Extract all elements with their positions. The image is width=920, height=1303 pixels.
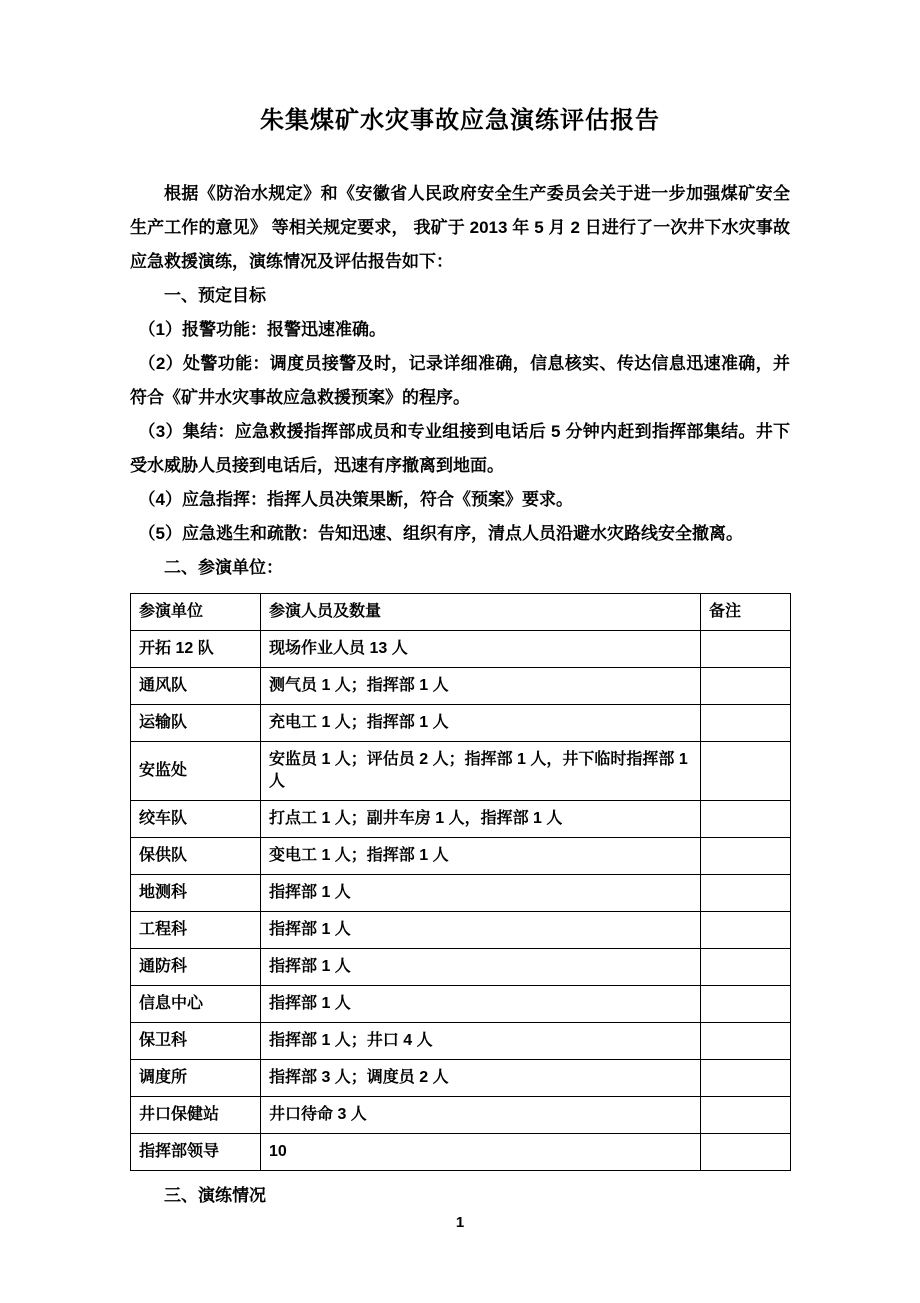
table-cell-personnel: 指挥部 3 人；调度员 2 人	[261, 1060, 701, 1097]
page-number: 1	[455, 1214, 465, 1231]
table-row	[131, 1060, 791, 1097]
table-cell-unit: 通防科	[131, 949, 261, 986]
table-row	[131, 838, 791, 875]
table-body	[131, 631, 791, 1171]
table-row	[131, 949, 791, 986]
document-title: 朱集煤矿水灾事故应急演练评估报告	[260, 107, 660, 134]
goal-item-4: （4）应急指挥：指挥人员决策果断，符合《预案》要求。	[138, 490, 573, 509]
table-cell-note	[701, 1134, 791, 1171]
table-row	[131, 875, 791, 912]
paragraph-intro: 根据《防治水规定》和《安徽省人民政府安全生产委员会关于进一步加强煤矿安全生产工作的意见》 等相关规定要求， 我矿于 2013 年 5 月 2 日进行了一次井下水灾事故应急救援演练，演练情况及评估报告如下：	[130, 184, 790, 271]
table-header-row	[131, 594, 791, 631]
table-cell-personnel: 打点工 1 人；副井车房 1 人，指挥部 1 人	[261, 801, 701, 838]
table-row	[131, 668, 791, 705]
table-cell-personnel: 指挥部 1 人	[261, 949, 701, 986]
table-header-unit: 参演单位	[131, 594, 261, 631]
table-cell-note	[701, 705, 791, 742]
table-row	[131, 742, 791, 801]
table-cell-unit: 保卫科	[131, 1023, 261, 1060]
table-header-note: 备注	[701, 594, 791, 631]
table-cell-unit: 保供队	[131, 838, 261, 875]
table-cell-unit: 指挥部领导	[131, 1134, 261, 1171]
table-cell-personnel: 现场作业人员 13 人	[261, 631, 701, 668]
table-cell-note	[701, 1060, 791, 1097]
table-cell-note	[701, 742, 791, 801]
table-cell-note	[701, 668, 791, 705]
table-cell-personnel: 变电工 1 人；指挥部 1 人	[261, 838, 701, 875]
table-cell-unit: 通风队	[131, 668, 261, 705]
table-cell-unit: 开拓 12 队	[131, 631, 261, 668]
table-cell-unit: 地测科	[131, 875, 261, 912]
table-cell-note	[701, 1023, 791, 1060]
table-cell-note	[701, 838, 791, 875]
table-cell-note	[701, 631, 791, 668]
table-cell-personnel: 充电工 1 人；指挥部 1 人	[261, 705, 701, 742]
table-row	[131, 631, 791, 668]
table-cell-note	[701, 912, 791, 949]
table-cell-note	[701, 801, 791, 838]
goal-item-5: （5）应急逃生和疏散：告知迅速、组织有序，清点人员沿避水灾路线安全撤离。	[138, 524, 743, 543]
table-row	[131, 912, 791, 949]
table-header-personnel: 参演人员及数量	[261, 594, 701, 631]
table-cell-personnel: 井口待命 3 人	[261, 1097, 701, 1134]
table-row	[131, 986, 791, 1023]
table-row	[131, 801, 791, 838]
table-cell-unit: 运输队	[131, 705, 261, 742]
table-row	[131, 1023, 791, 1060]
table-cell-unit: 安监处	[131, 742, 261, 801]
table-cell-personnel: 测气员 1 人；指挥部 1 人	[261, 668, 701, 705]
table-cell-personnel: 指挥部 1 人	[261, 875, 701, 912]
table-cell-unit: 信息中心	[131, 986, 261, 1023]
table-cell-note	[701, 1097, 791, 1134]
table-cell-unit: 调度所	[131, 1060, 261, 1097]
table-cell-note	[701, 986, 791, 1023]
table-cell-personnel: 10	[261, 1134, 701, 1171]
table-row	[131, 705, 791, 742]
table-cell-personnel: 指挥部 1 人；井口 4 人	[261, 1023, 701, 1060]
document-body	[130, 177, 790, 1213]
goal-item-1: （1）报警功能：报警迅速准确。	[138, 320, 386, 339]
table-cell-personnel: 指挥部 1 人	[261, 912, 701, 949]
table-cell-note	[701, 875, 791, 912]
section-1-heading: 一、预定目标	[164, 286, 266, 305]
section-2-heading: 二、参演单位：	[164, 558, 283, 577]
goal-item-3: （3）集结：应急救援指挥部成员和专业组接到电话后 5 分钟内赶到指挥部集结。井下受水威胁人员接到电话后，迅速有序撤离到地面。	[130, 422, 790, 475]
table-row	[131, 1134, 791, 1171]
table-cell-personnel: 安监员 1 人；评估员 2 人；指挥部 1 人，井下临时指挥部 1 人	[261, 742, 701, 801]
table-row	[131, 1097, 791, 1134]
section-3-heading: 三、演练情况	[164, 1186, 266, 1205]
table-cell-unit: 绞车队	[131, 801, 261, 838]
table-cell-unit: 工程科	[131, 912, 261, 949]
participants-table	[130, 593, 791, 1171]
goal-item-2: （2）处警功能：调度员接警及时，记录详细准确，信息核实、传达信息迅速准确，并符合《矿井水灾事故应急救援预案》的程序。	[130, 354, 790, 407]
table-cell-unit: 井口保健站	[131, 1097, 261, 1134]
table-cell-note	[701, 949, 791, 986]
table-cell-personnel: 指挥部 1 人	[261, 986, 701, 1023]
